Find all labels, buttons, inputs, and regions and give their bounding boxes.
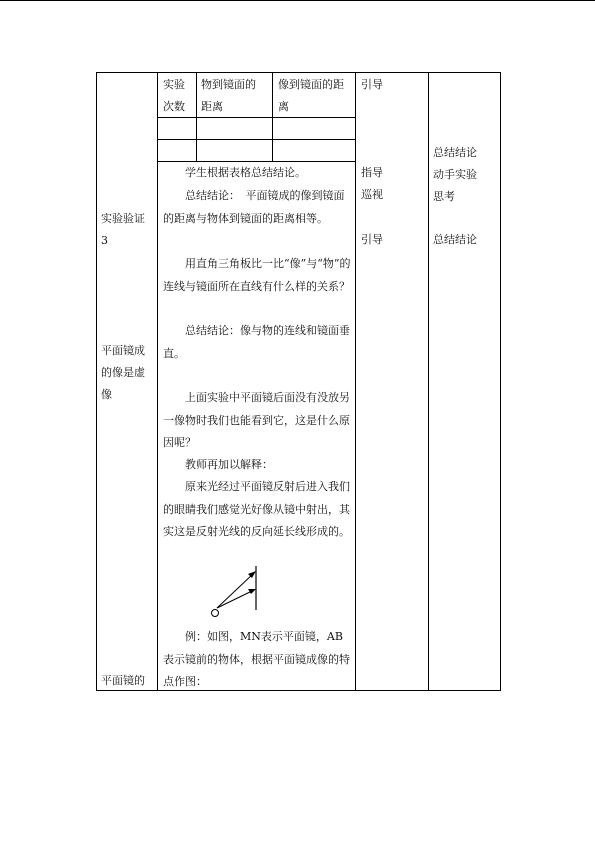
- section-title-virtual-3: 像: [101, 388, 112, 401]
- section-title-virtual-1: 平面镜成: [101, 344, 145, 357]
- object-point: [212, 610, 219, 617]
- table-header-object-1: 物到镜面的: [201, 78, 256, 91]
- guide-label-1: 引导: [361, 78, 383, 91]
- student-activity-1: 总结结论: [433, 146, 477, 159]
- paragraph-5: 上面实验中平面镜后面没有没放另一像物时我们也能看到它，这是什么原因呢？: [163, 391, 350, 449]
- section-title-experiment: 实验验证: [101, 212, 145, 225]
- table-header-trial-1: 实验: [163, 78, 185, 91]
- table-header-object-2: 距离: [201, 100, 223, 113]
- ray-arrow-2: [248, 589, 256, 594]
- header-rule: [0, 0, 595, 1]
- ray-line-1: [217, 573, 254, 608]
- table-header-trial-2: 次数: [163, 100, 185, 113]
- ray-line-2: [217, 590, 254, 608]
- paragraph-2: 总结结论： 平面镜成的像到镜面的距离与物体到镜面的距离相等。: [163, 189, 345, 225]
- guide-label-2: 指导: [361, 166, 383, 179]
- table-header-image-1: 像到镜面的距: [278, 78, 344, 91]
- section-title-bottom: 平面镜的: [101, 674, 145, 687]
- mirror-ray-diagram: [200, 560, 270, 622]
- table-header-image-2: 离: [278, 100, 289, 113]
- student-activity-4: 总结结论: [433, 233, 477, 246]
- paragraph-7: 原来光经过平面镜反射后进入我们的眼睛我们感觉光好像从镜中射出，其实这是反射光线的反向延长线形成的。: [163, 480, 350, 538]
- student-activity-2: 动手实验: [433, 168, 477, 181]
- guide-label-3: 巡视: [361, 188, 383, 201]
- guide-label-4: 引导: [361, 233, 383, 246]
- section-title-experiment-num: 3: [101, 234, 108, 247]
- paragraph-3: 用直角三角板比一比“像”与“物”的连线与镜面所在直线有什么样的关系？: [163, 257, 351, 293]
- student-activity-3: 思考: [433, 190, 455, 203]
- paragraph-1: 学生根据表格总结结论。: [185, 166, 306, 179]
- paragraph-4: 总结结论：像与物的连线和镜面垂直。: [163, 324, 350, 360]
- paragraph-8: 例：如图，MN表示平面镜，AB表示镜前的物体，根据平面镜成像的特点作图：: [163, 630, 350, 688]
- paragraph-6: 教师再加以解释：: [185, 458, 273, 471]
- section-title-virtual-2: 的像是虚: [101, 366, 145, 379]
